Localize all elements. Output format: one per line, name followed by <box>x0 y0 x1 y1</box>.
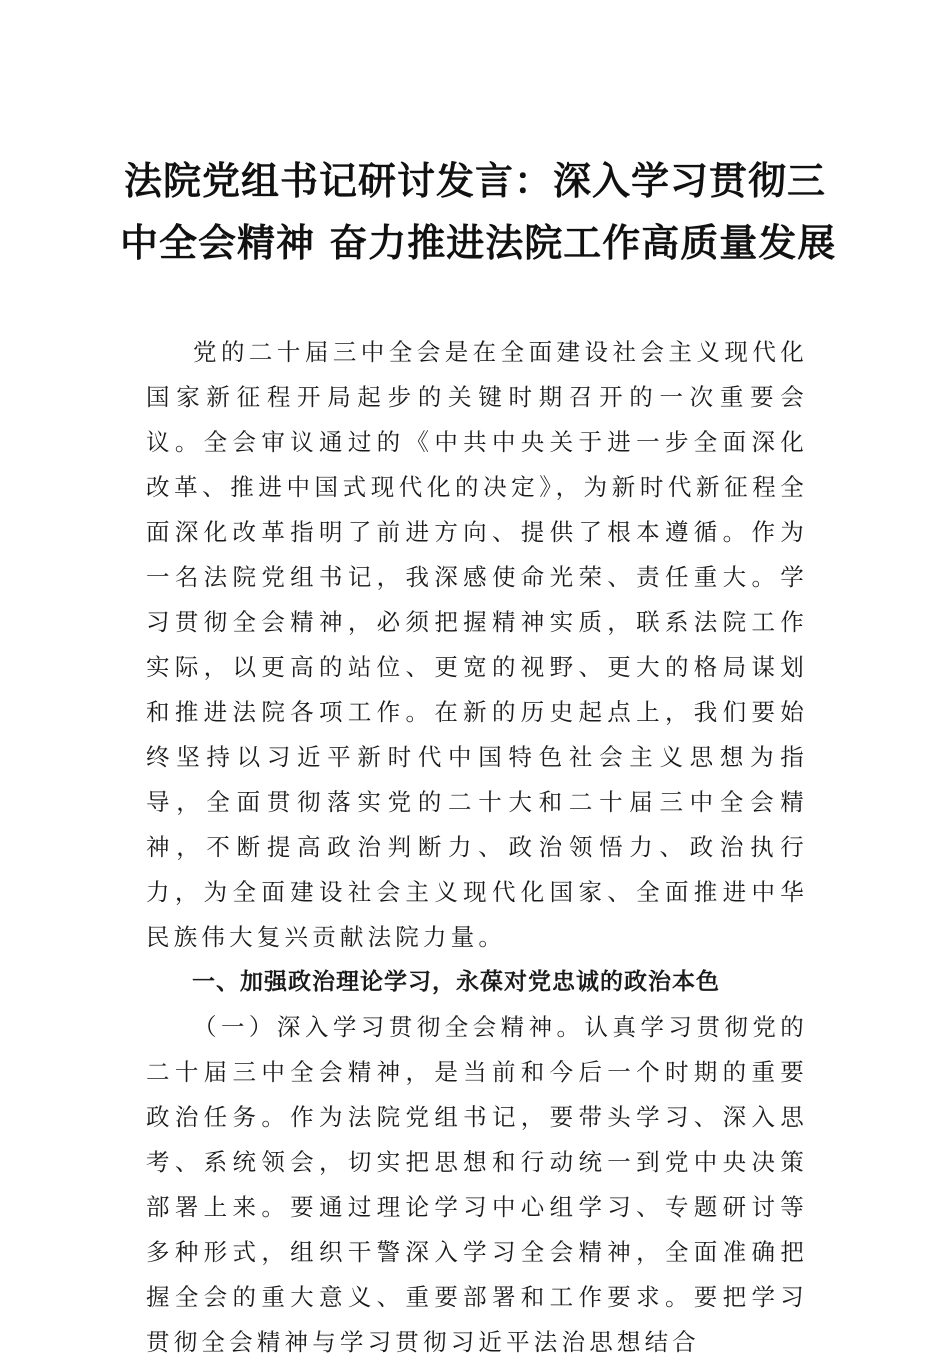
section-heading-1: 一、加强政治理论学习，永葆对党忠诚的政治本色 <box>192 969 720 995</box>
intro-paragraph: 党的二十届三中全会是在全面建设社会主义现代化国家新征程开局起步的关键时期召开的一次重要会议。全会审议通过的《中共中央关于进一步全面深化改革、推进中国式现代化的决定》，为新时代新征程全面深化改革指明了前进方向、提供了根本遵循。作为一名法院党组书记，我深感使命光荣、责任重大。学习贯彻全会精神，必须把握精神实质，联系法院工作实际，以更高的站位、更宽的视野、更大的格局谋划和推进法院各项工作。在新的历史起点上，我们要始终坚持以习近平新时代中国特色社会主义思想为指导，全面贯彻落实党的二十大和二十届三中全会精神，不断提高政治判断力、政治领悟力、政治执行力，为全面建设社会主义现代化国家、全面推进中华民族伟大复兴贡献法院力量。 <box>146 338 808 951</box>
title-line-2: 中全会精神 奋力推进法院工作高质量发展 <box>120 220 837 265</box>
subsection-lead-1: （一）深入学习贯彻全会精神。 <box>193 1013 585 1041</box>
document-title <box>120 150 837 274</box>
subsection-text-1: 认真学习贯彻党的二十届三中全会精神，是当前和今后一个时期的重要政治任务。作为法院党组书记，要带头学习、深入思考、系统领会，切实把思想和行动统一到党中央决策部署上来。要通过理论学习中心组学习、专题研讨等多种形式，组织干警深入学习全会精神，全面准确把握全会的重大意义、重要部署和工作要求。要把学习贯彻全会精神与学习贯彻习近平法治思想结合 <box>146 1013 808 1356</box>
subsection-paragraph-1 <box>146 1005 808 1365</box>
document-body <box>146 330 808 1365</box>
title-line-1: 法院党组书记研讨发言：深入学习贯彻三 <box>123 158 826 203</box>
